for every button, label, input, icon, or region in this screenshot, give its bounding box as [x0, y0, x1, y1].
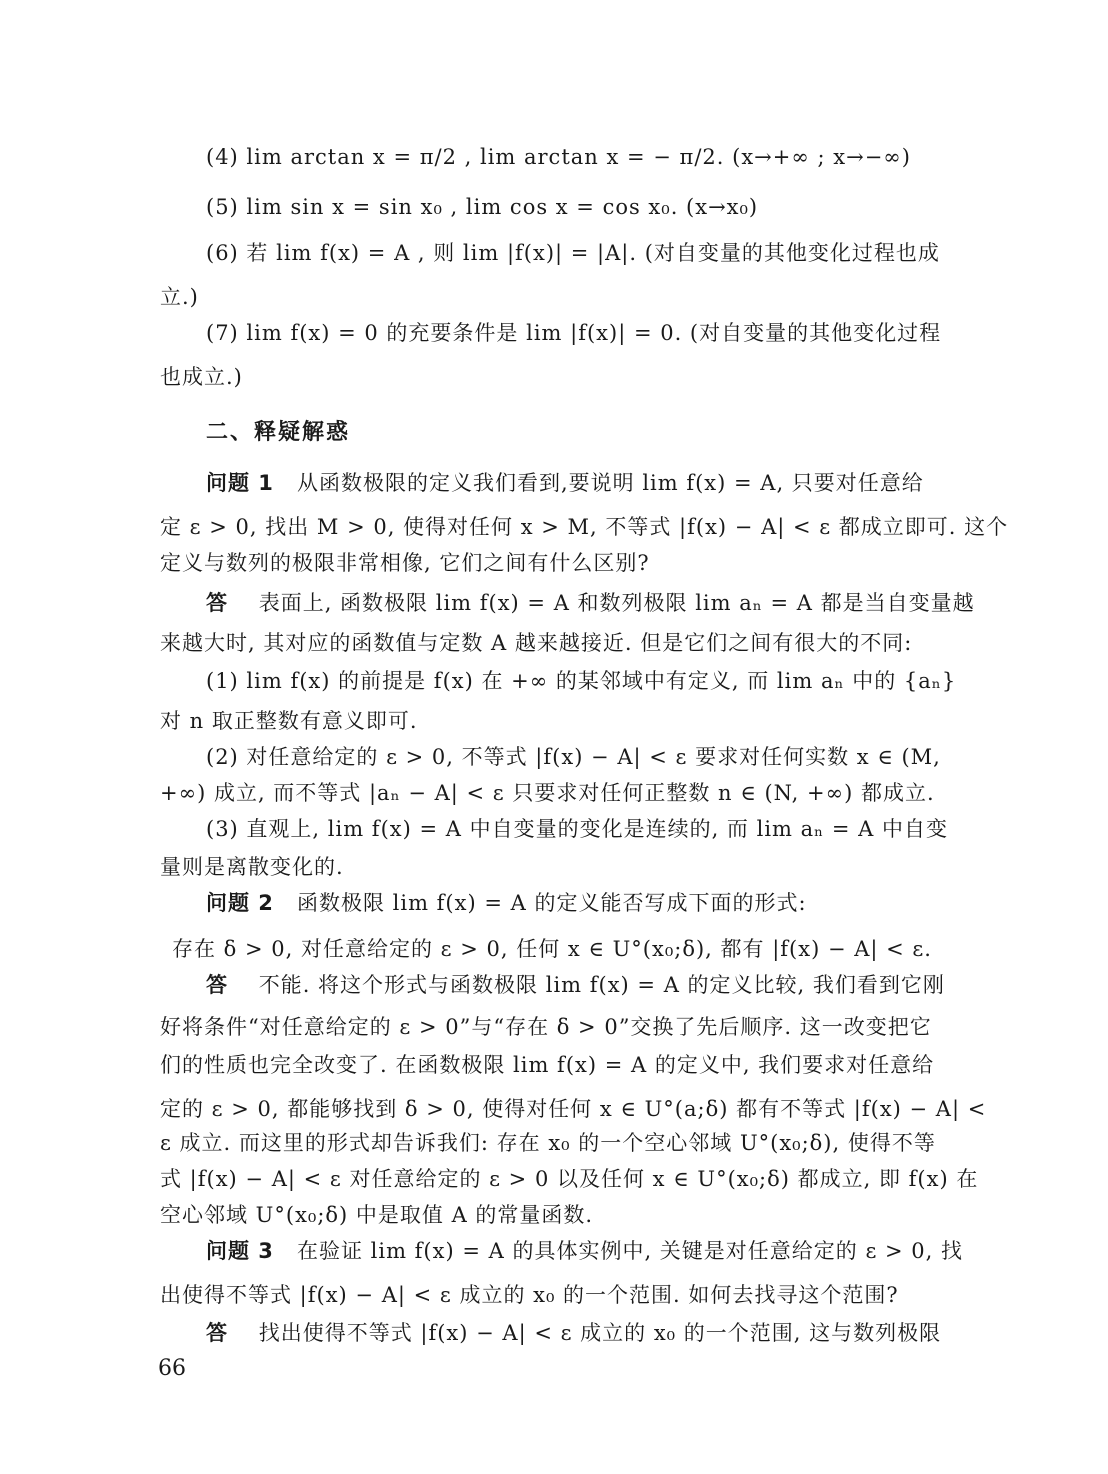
section-heading: 二、释疑解惑 — [206, 420, 351, 445]
answer-1-line-7: (3) 直观上, lim f(x) = A 中自变量的变化是连续的, 而 lim aₙ = A 中自变 — [206, 817, 949, 841]
answer-1-line-2: 来越大时, 其对应的函数值与定数 A 越来越接近. 但是它们之间有很大的不同: — [160, 631, 913, 655]
text-line-7: (7) lim f(x) = 0 的充要条件是 lim |f(x)| = 0. (对自变量的其他变化过程 — [206, 321, 942, 345]
answer-2-text-1: 不能. 将这个形式与函数极限 lim f(x) = A 的定义比较, 我们看到它刚 — [258, 973, 945, 997]
text-line-7-cont: 也成立.) — [160, 365, 243, 389]
answer-2-label: 答 — [206, 973, 228, 997]
question-2-line-2: 存在 δ > 0, 对任意给定的 ε > 0, 任何 x ∈ U°(x₀;δ), 都有 |f(x) − A| < ε. — [172, 937, 932, 961]
answer-3-label: 答 — [206, 1321, 228, 1345]
page-number: 66 — [158, 1356, 186, 1381]
question-1-line-1 — [206, 468, 924, 498]
question-1-label: 问题 1 — [206, 471, 274, 495]
text-line-4: (4) lim arctan x = π/2 , lim arctan x = − π/2. (x→+∞ ; x→−∞) — [206, 145, 911, 169]
question-3-text-1: 在验证 lim f(x) = A 的具体实例中, 关键是对任意给定的 ε > 0, 找 — [296, 1239, 964, 1263]
answer-2-line-2: 好将条件“对任意给定的 ε > 0”与“存在 δ > 0”交换了先后顺序. 这一改变把它 — [160, 1015, 932, 1039]
text-line-6-cont: 立.) — [160, 285, 199, 309]
answer-2-line-6: 式 |f(x) − A| < ε 对任意给定的 ε > 0 以及任何 x ∈ U°(x₀;δ) 都成立, 即 f(x) 在 — [160, 1167, 979, 1191]
question-3-label: 问题 3 — [206, 1239, 274, 1263]
question-2-text-1: 函数极限 lim f(x) = A 的定义能否写成下面的形式: — [296, 891, 807, 915]
answer-2-line-4: 定的 ε > 0, 都能够找到 δ > 0, 使得对任何 x ∈ U°(a;δ) 都有不等式 |f(x) − A| < — [160, 1097, 987, 1121]
answer-1-line-5: (2) 对任意给定的 ε > 0, 不等式 |f(x) − A| < ε 要求对任何实数 x ∈ (M, — [206, 745, 941, 769]
question-3-line-2: 出使得不等式 |f(x) − A| < ε 成立的 x₀ 的一个范围. 如何去找寻这个范围? — [160, 1283, 899, 1307]
answer-3-text-1: 找出使得不等式 |f(x) − A| < ε 成立的 x₀ 的一个范围, 这与数列极限 — [258, 1321, 942, 1345]
answer-1-label: 答 — [206, 591, 228, 615]
question-1-line-2: 定 ε > 0, 找出 M > 0, 使得对任何 x > M, 不等式 |f(x) − A| < ε 都成立即可. 这个 — [160, 515, 1009, 539]
text-line-5: (5) lim sin x = sin x₀ , lim cos x = cos x₀. (x→x₀) — [206, 195, 759, 219]
question-1-line-3: 定义与数列的极限非常相像, 它们之间有什么区别? — [160, 551, 650, 575]
answer-2-line-7: 空心邻域 U°(x₀;δ) 中是取值 A 的常量函数. — [160, 1203, 594, 1227]
answer-1-line-8: 量则是离散变化的. — [160, 855, 344, 879]
answer-1-line-1 — [206, 588, 975, 618]
answer-1-line-6: +∞) 成立, 而不等式 |aₙ − A| < ε 只要求对任何正整数 n ∈ (N, +∞) 都成立. — [160, 781, 935, 805]
answer-2-line-3: 们的性质也完全改变了. 在函数极限 lim f(x) = A 的定义中, 我们要求对任意给 — [160, 1053, 935, 1077]
answer-1-line-4: 对 n 取正整数有意义即可. — [160, 709, 418, 733]
question-1-text-1: 从函数极限的定义我们看到,要说明 lim f(x) = A, 只要对任意给 — [296, 471, 924, 495]
question-2-line-1 — [206, 888, 807, 918]
question-3-line-1 — [206, 1236, 963, 1266]
text-line-6: (6) 若 lim f(x) = A , 则 lim |f(x)| = |A|. (对自变量的其他变化过程也成 — [206, 241, 940, 265]
answer-1-line-3: (1) lim f(x) 的前提是 f(x) 在 +∞ 的某邻域中有定义, 而 lim aₙ 中的 {aₙ} — [206, 669, 957, 693]
answer-1-text-1: 表面上, 函数极限 lim f(x) = A 和数列极限 lim aₙ = A 都是当自变量越 — [258, 591, 975, 615]
answer-2-line-5: ε 成立. 而这里的形式却告诉我们: 存在 x₀ 的一个空心邻域 U°(x₀;δ), 使得不等 — [160, 1131, 936, 1155]
question-2-label: 问题 2 — [206, 891, 274, 915]
answer-2-line-1 — [206, 970, 945, 1000]
answer-3-line-1 — [206, 1318, 941, 1348]
